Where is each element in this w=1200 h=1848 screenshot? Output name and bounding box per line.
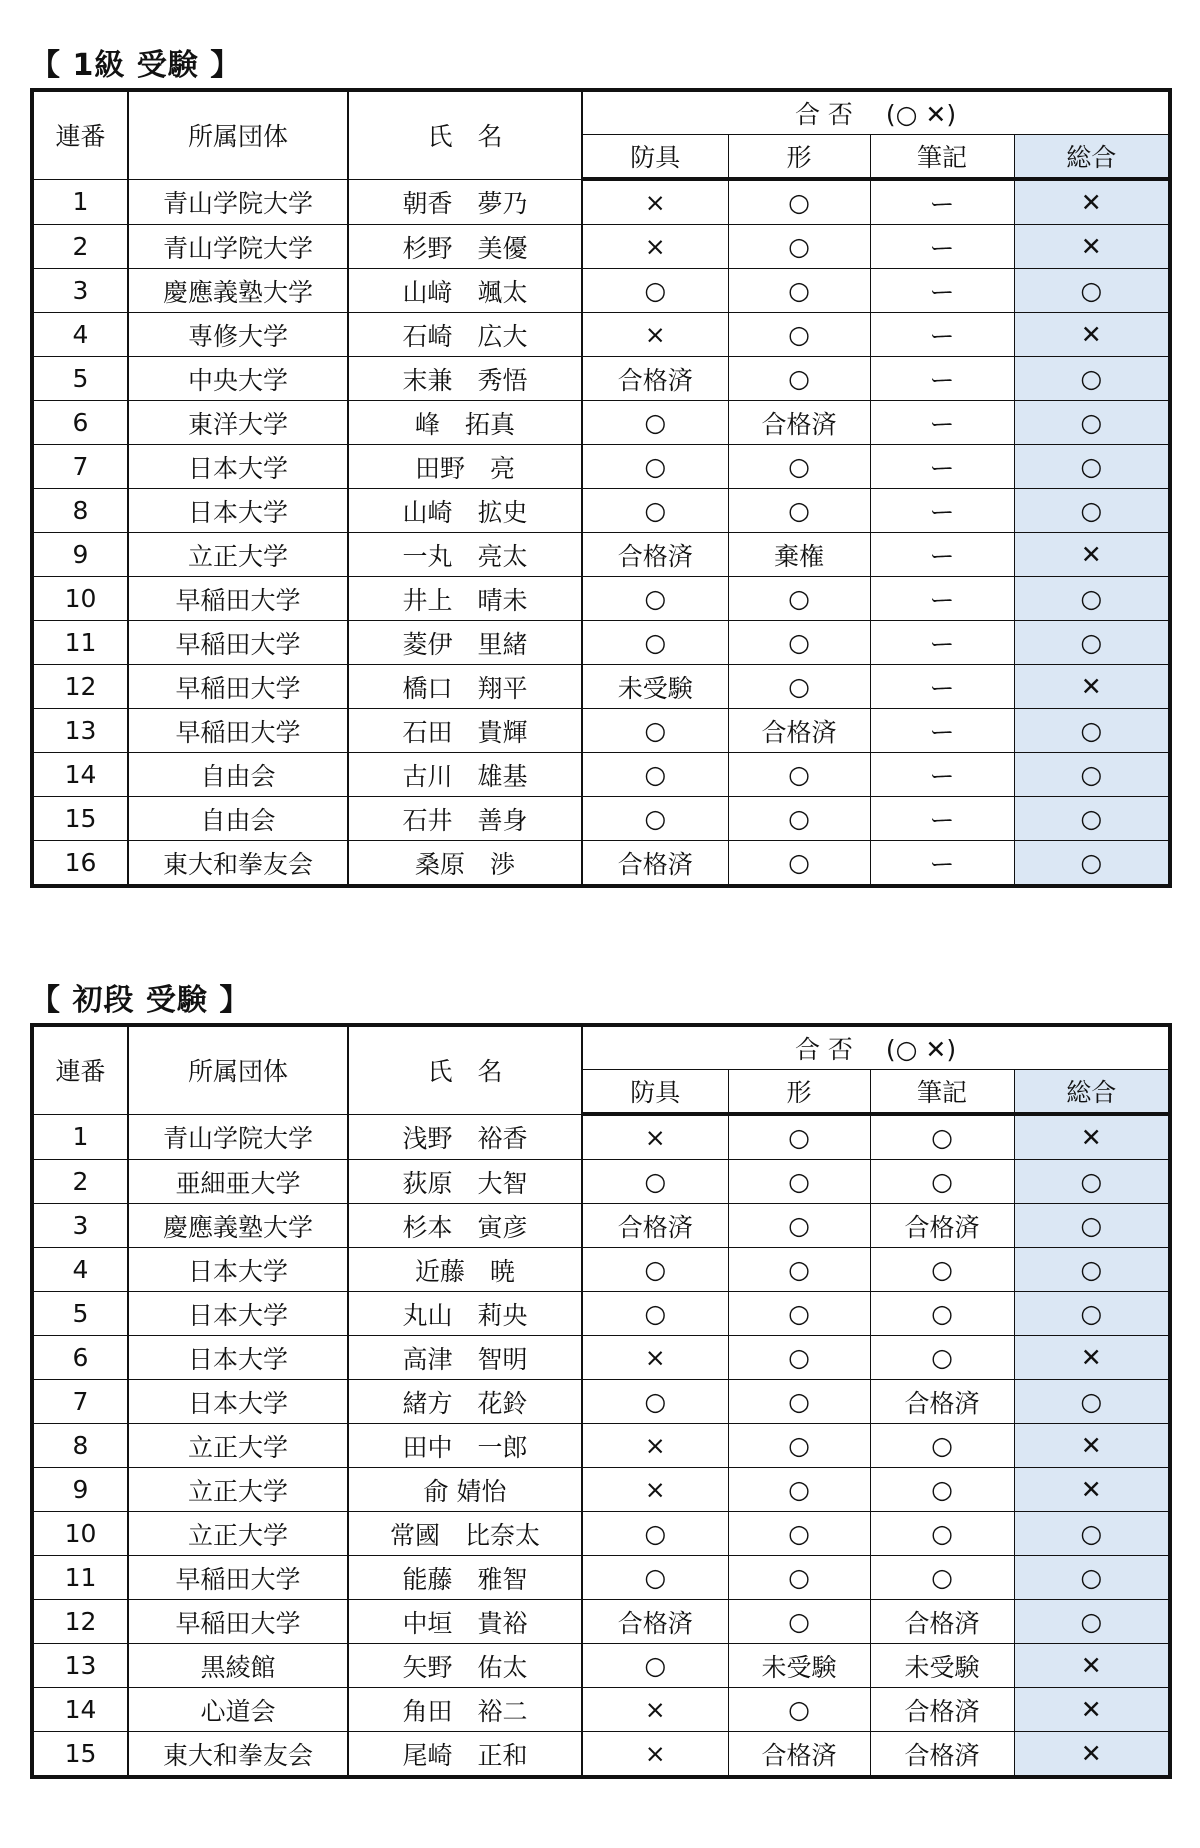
result-kata: ○	[728, 445, 870, 489]
header-result: 合 否 (○ ✕)	[582, 1025, 1170, 1070]
result-written: 合格済	[870, 1600, 1014, 1644]
row-number: 15	[32, 1732, 128, 1778]
organization: 自由会	[128, 797, 348, 841]
examinee-name: 山崎 拡史	[348, 489, 582, 533]
result-armor: ○	[582, 401, 728, 445]
header-result: 合 否 (○ ✕)	[582, 90, 1170, 135]
result-kata: 合格済	[728, 1732, 870, 1778]
table-row	[32, 1600, 1170, 1644]
result-total: ○	[1014, 709, 1170, 753]
row-number: 14	[32, 1688, 128, 1732]
result-armor: ○	[582, 797, 728, 841]
result-armor: ○	[582, 753, 728, 797]
row-number: 12	[32, 665, 128, 709]
table-row	[32, 1160, 1170, 1204]
result-armor: ○	[582, 1248, 728, 1292]
organization: 立正大学	[128, 1424, 348, 1468]
result-armor: ○	[582, 269, 728, 313]
header-written: 筆記	[870, 1070, 1014, 1115]
organization: 青山学院大学	[128, 225, 348, 269]
result-written: ー	[870, 357, 1014, 401]
results-table-1kyu	[30, 88, 1172, 888]
result-written: ○	[870, 1160, 1014, 1204]
result-total: ○	[1014, 753, 1170, 797]
examinee-name: 石田 貴輝	[348, 709, 582, 753]
organization: 慶應義塾大学	[128, 1204, 348, 1248]
result-total: ✕	[1014, 225, 1170, 269]
table-row	[32, 1336, 1170, 1380]
result-armor: 合格済	[582, 841, 728, 887]
result-written: ○	[870, 1556, 1014, 1600]
result-total: ○	[1014, 1380, 1170, 1424]
result-total: ✕	[1014, 1336, 1170, 1380]
result-total: ✕	[1014, 1688, 1170, 1732]
table-row	[32, 313, 1170, 357]
table-row	[32, 179, 1170, 225]
result-written: ○	[870, 1424, 1014, 1468]
header-org: 所属団体	[128, 1025, 348, 1114]
header-kata: 形	[728, 1070, 870, 1115]
result-total: ✕	[1014, 313, 1170, 357]
result-kata: ○	[728, 841, 870, 887]
result-written: ー	[870, 753, 1014, 797]
table-row	[32, 1114, 1170, 1160]
result-kata: 合格済	[728, 401, 870, 445]
result-kata: ○	[728, 1204, 870, 1248]
table-row	[32, 1204, 1170, 1248]
examinee-name: 杉野 美優	[348, 225, 582, 269]
result-total: ○	[1014, 1556, 1170, 1600]
header-no: 連番	[32, 1025, 128, 1114]
result-kata: ○	[728, 621, 870, 665]
examinee-name: 田野 亮	[348, 445, 582, 489]
result-total: ○	[1014, 1512, 1170, 1556]
result-kata: 未受験	[728, 1644, 870, 1688]
table-row	[32, 401, 1170, 445]
examinee-name: 末兼 秀悟	[348, 357, 582, 401]
result-armor: ×	[582, 1468, 728, 1512]
examinee-name: 菱伊 里緒	[348, 621, 582, 665]
result-kata: ○	[728, 753, 870, 797]
result-total: ○	[1014, 401, 1170, 445]
row-number: 15	[32, 797, 128, 841]
row-number: 3	[32, 269, 128, 313]
result-written: 合格済	[870, 1688, 1014, 1732]
result-total: ○	[1014, 1160, 1170, 1204]
examinee-name: 一丸 亮太	[348, 533, 582, 577]
section-title-1kyu: 【 1級 受験 】	[30, 48, 242, 83]
table-row	[32, 841, 1170, 887]
table-row	[32, 665, 1170, 709]
examinee-name: 中垣 貴裕	[348, 1600, 582, 1644]
organization: 早稲田大学	[128, 665, 348, 709]
result-written: ー	[870, 313, 1014, 357]
organization: 青山学院大学	[128, 1114, 348, 1160]
results-body-shodan	[32, 1114, 1170, 1777]
results-table-shodan	[30, 1023, 1172, 1779]
examinee-name: 緒方 花鈴	[348, 1380, 582, 1424]
result-armor: ×	[582, 1688, 728, 1732]
table-row	[32, 269, 1170, 313]
result-written: 合格済	[870, 1380, 1014, 1424]
result-armor: ×	[582, 1732, 728, 1778]
result-armor: ○	[582, 1292, 728, 1336]
organization: 中央大学	[128, 357, 348, 401]
organization: 早稲田大学	[128, 709, 348, 753]
result-written: ー	[870, 665, 1014, 709]
result-written: ○	[870, 1336, 1014, 1380]
result-written: ー	[870, 445, 1014, 489]
examinee-name: 荻原 大智	[348, 1160, 582, 1204]
header-written: 筆記	[870, 135, 1014, 180]
result-written: ○	[870, 1292, 1014, 1336]
result-written: ○	[870, 1114, 1014, 1160]
organization: 心道会	[128, 1688, 348, 1732]
result-written: ー	[870, 621, 1014, 665]
result-total: ○	[1014, 841, 1170, 887]
examinee-name: 角田 裕二	[348, 1688, 582, 1732]
organization: 立正大学	[128, 533, 348, 577]
row-number: 7	[32, 1380, 128, 1424]
header-kata: 形	[728, 135, 870, 180]
row-number: 2	[32, 1160, 128, 1204]
header-armor: 防具	[582, 135, 728, 180]
row-number: 9	[32, 1468, 128, 1512]
examinee-name: 田中 一郎	[348, 1424, 582, 1468]
result-armor: 未受験	[582, 665, 728, 709]
row-number: 11	[32, 1556, 128, 1600]
result-written: ー	[870, 797, 1014, 841]
result-kata: ○	[728, 1114, 870, 1160]
table-row	[32, 577, 1170, 621]
result-armor: ×	[582, 1114, 728, 1160]
result-written: ー	[870, 225, 1014, 269]
result-armor: ○	[582, 1160, 728, 1204]
row-number: 8	[32, 489, 128, 533]
table-row	[32, 797, 1170, 841]
result-total: ○	[1014, 1204, 1170, 1248]
examinee-name: 近藤 暁	[348, 1248, 582, 1292]
organization: 自由会	[128, 753, 348, 797]
table-row	[32, 1380, 1170, 1424]
examinee-name: 桑原 渉	[348, 841, 582, 887]
row-number: 6	[32, 1336, 128, 1380]
result-kata: ○	[728, 1292, 870, 1336]
result-kata: ○	[728, 269, 870, 313]
row-number: 1	[32, 1114, 128, 1160]
organization: 日本大学	[128, 1380, 348, 1424]
organization: 日本大学	[128, 1248, 348, 1292]
row-number: 1	[32, 179, 128, 225]
row-number: 10	[32, 1512, 128, 1556]
result-armor: ○	[582, 489, 728, 533]
result-total: ✕	[1014, 179, 1170, 225]
examinee-name: 石井 善身	[348, 797, 582, 841]
examinee-name: 山﨑 颯太	[348, 269, 582, 313]
section-title-shodan: 【 初段 受験 】	[30, 983, 251, 1018]
organization: 立正大学	[128, 1468, 348, 1512]
result-written: ー	[870, 179, 1014, 225]
result-total: ○	[1014, 797, 1170, 841]
result-kata: 合格済	[728, 709, 870, 753]
result-armor: ○	[582, 577, 728, 621]
result-kata: ○	[728, 1468, 870, 1512]
table-row	[32, 533, 1170, 577]
result-armor: ×	[582, 225, 728, 269]
result-kata: ○	[728, 179, 870, 225]
examinee-name: 能藤 雅智	[348, 1556, 582, 1600]
result-armor: ○	[582, 1644, 728, 1688]
result-kata: ○	[728, 1336, 870, 1380]
result-kata: ○	[728, 797, 870, 841]
organization: 立正大学	[128, 1512, 348, 1556]
examinee-name: 井上 晴未	[348, 577, 582, 621]
table-row	[32, 709, 1170, 753]
result-kata: ○	[728, 357, 870, 401]
row-number: 8	[32, 1424, 128, 1468]
result-written: 未受験	[870, 1644, 1014, 1688]
result-total: ✕	[1014, 1424, 1170, 1468]
table-row	[32, 1424, 1170, 1468]
result-written: ○	[870, 1248, 1014, 1292]
examinee-name: 尾崎 正和	[348, 1732, 582, 1778]
header-org: 所属団体	[128, 90, 348, 179]
examinee-name: 峰 拓真	[348, 401, 582, 445]
result-total: ○	[1014, 269, 1170, 313]
organization: 東洋大学	[128, 401, 348, 445]
examinee-name: 常國 比奈太	[348, 1512, 582, 1556]
row-number: 4	[32, 313, 128, 357]
table-row	[32, 1732, 1170, 1778]
result-written: 合格済	[870, 1732, 1014, 1778]
result-armor: 合格済	[582, 1600, 728, 1644]
table-row	[32, 357, 1170, 401]
organization: 日本大学	[128, 1336, 348, 1380]
organization: 日本大学	[128, 489, 348, 533]
row-number: 14	[32, 753, 128, 797]
result-kata: ○	[728, 1600, 870, 1644]
row-number: 5	[32, 357, 128, 401]
result-armor: 合格済	[582, 357, 728, 401]
table-row	[32, 1556, 1170, 1600]
result-kata: ○	[728, 1688, 870, 1732]
table-row	[32, 753, 1170, 797]
result-kata: ○	[728, 313, 870, 357]
result-total: ○	[1014, 621, 1170, 665]
result-written: ー	[870, 709, 1014, 753]
result-armor: ×	[582, 1336, 728, 1380]
organization: 東大和拳友会	[128, 1732, 348, 1778]
examinee-name: 矢野 佑太	[348, 1644, 582, 1688]
result-total: ✕	[1014, 533, 1170, 577]
result-kata: ○	[728, 1512, 870, 1556]
result-written: ー	[870, 269, 1014, 313]
organization: 日本大学	[128, 1292, 348, 1336]
result-total: ○	[1014, 577, 1170, 621]
result-total: ✕	[1014, 1468, 1170, 1512]
examinee-name: 杉本 寅彦	[348, 1204, 582, 1248]
result-total: ✕	[1014, 1644, 1170, 1688]
result-armor: 合格済	[582, 1204, 728, 1248]
result-written: ー	[870, 841, 1014, 887]
examinee-name: 石崎 広大	[348, 313, 582, 357]
organization: 黒綾館	[128, 1644, 348, 1688]
row-number: 2	[32, 225, 128, 269]
result-written: ー	[870, 533, 1014, 577]
table-row	[32, 1512, 1170, 1556]
row-number: 13	[32, 1644, 128, 1688]
table-row	[32, 489, 1170, 533]
table-row	[32, 1248, 1170, 1292]
header-name: 氏 名	[348, 90, 582, 179]
result-armor: ○	[582, 1556, 728, 1600]
result-total: ○	[1014, 1600, 1170, 1644]
table-row	[32, 225, 1170, 269]
organization: 早稲田大学	[128, 621, 348, 665]
result-total: ✕	[1014, 1732, 1170, 1778]
result-total: ✕	[1014, 665, 1170, 709]
result-kata: ○	[728, 1380, 870, 1424]
result-written: ー	[870, 577, 1014, 621]
row-number: 13	[32, 709, 128, 753]
result-kata: ○	[728, 1248, 870, 1292]
row-number: 12	[32, 1600, 128, 1644]
examinee-name: 高津 智明	[348, 1336, 582, 1380]
result-written: ○	[870, 1512, 1014, 1556]
result-total: ○	[1014, 445, 1170, 489]
organization: 早稲田大学	[128, 1556, 348, 1600]
result-total: ○	[1014, 357, 1170, 401]
row-number: 5	[32, 1292, 128, 1336]
organization: 東大和拳友会	[128, 841, 348, 887]
result-kata: ○	[728, 1160, 870, 1204]
row-number: 11	[32, 621, 128, 665]
organization: 青山学院大学	[128, 179, 348, 225]
row-number: 3	[32, 1204, 128, 1248]
result-kata: ○	[728, 1424, 870, 1468]
result-armor: ○	[582, 1512, 728, 1556]
header-total: 総合	[1014, 1070, 1170, 1115]
table-row	[32, 1468, 1170, 1512]
row-number: 4	[32, 1248, 128, 1292]
organization: 専修大学	[128, 313, 348, 357]
result-armor: ×	[582, 1424, 728, 1468]
header-armor: 防具	[582, 1070, 728, 1115]
row-number: 9	[32, 533, 128, 577]
row-number: 16	[32, 841, 128, 887]
result-written: ー	[870, 401, 1014, 445]
examinee-name: 丸山 莉央	[348, 1292, 582, 1336]
header-name: 氏 名	[348, 1025, 582, 1114]
header-no: 連番	[32, 90, 128, 179]
organization: 日本大学	[128, 445, 348, 489]
results-body-1kyu	[32, 179, 1170, 886]
result-kata: ○	[728, 489, 870, 533]
organization: 早稲田大学	[128, 577, 348, 621]
result-total: ○	[1014, 1292, 1170, 1336]
row-number: 10	[32, 577, 128, 621]
examinee-name: 古川 雄基	[348, 753, 582, 797]
result-kata: ○	[728, 225, 870, 269]
result-armor: 合格済	[582, 533, 728, 577]
result-total: ○	[1014, 1248, 1170, 1292]
result-armor: ○	[582, 445, 728, 489]
table-row	[32, 621, 1170, 665]
header-total: 総合	[1014, 135, 1170, 180]
result-kata: ○	[728, 577, 870, 621]
organization: 早稲田大学	[128, 1600, 348, 1644]
row-number: 7	[32, 445, 128, 489]
result-kata: 棄権	[728, 533, 870, 577]
table-row	[32, 445, 1170, 489]
row-number: 6	[32, 401, 128, 445]
result-total: ○	[1014, 489, 1170, 533]
organization: 亜細亜大学	[128, 1160, 348, 1204]
result-written: ○	[870, 1468, 1014, 1512]
examinee-name: 俞 婧怡	[348, 1468, 582, 1512]
examinee-name: 橋口 翔平	[348, 665, 582, 709]
examinee-name: 朝香 夢乃	[348, 179, 582, 225]
table-row	[32, 1688, 1170, 1732]
result-armor: ○	[582, 1380, 728, 1424]
result-armor: ○	[582, 621, 728, 665]
examinee-name: 浅野 裕香	[348, 1114, 582, 1160]
result-armor: ○	[582, 709, 728, 753]
result-armor: ×	[582, 179, 728, 225]
result-total: ✕	[1014, 1114, 1170, 1160]
result-armor: ×	[582, 313, 728, 357]
result-kata: ○	[728, 665, 870, 709]
result-written: 合格済	[870, 1204, 1014, 1248]
table-row	[32, 1644, 1170, 1688]
organization: 慶應義塾大学	[128, 269, 348, 313]
result-written: ー	[870, 489, 1014, 533]
result-kata: ○	[728, 1556, 870, 1600]
table-row	[32, 1292, 1170, 1336]
